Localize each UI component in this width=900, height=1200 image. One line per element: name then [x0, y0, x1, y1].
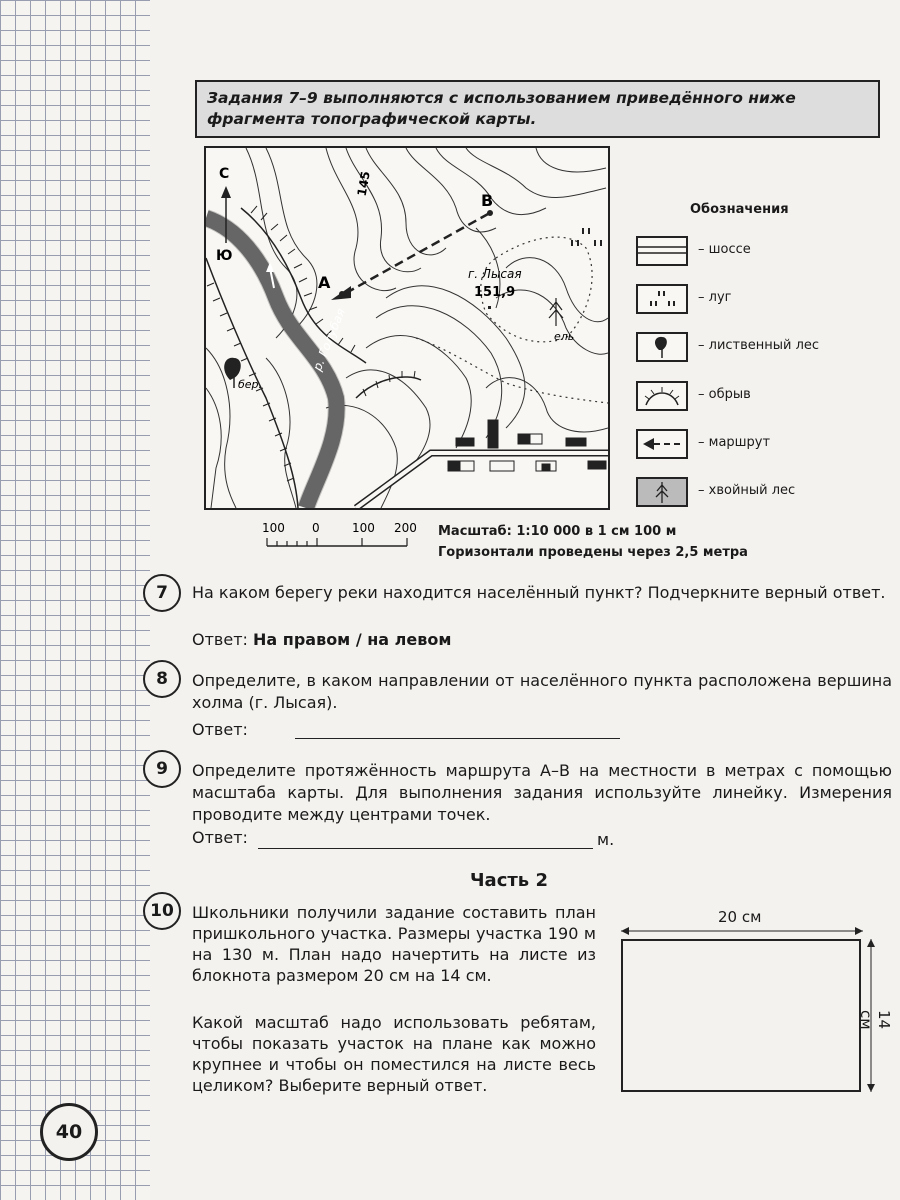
graph-paper-margin: [0, 0, 150, 1200]
legend-label-coniferous: – хвойный лес: [698, 483, 796, 498]
scale-bar: [262, 520, 432, 556]
question-number-8: 8: [143, 660, 181, 698]
question-number-9: 9: [143, 750, 181, 788]
topographic-map: [204, 146, 610, 510]
birch-label: бер.: [238, 378, 263, 391]
legend-label-deciduous: – лиственный лес: [698, 338, 820, 353]
compass-south-label: Ю: [216, 248, 233, 264]
sheet-width-arrow: [619, 925, 865, 937]
question-9-answer-label: Ответ:: [192, 828, 248, 847]
highway-icon: [636, 236, 688, 266]
hill-height-label: 151,9: [474, 285, 516, 300]
river-label: р. Голубая: [310, 306, 348, 373]
answer-label: Ответ:: [192, 630, 248, 649]
point-b-label: B: [481, 191, 494, 210]
legend-label-highway: – шоссе: [698, 242, 751, 257]
contour-label: 145: [354, 170, 373, 198]
question-9-text: Определите протяжённость маршрута А–В на местности в метрах с помощью масштаба карты. Для выполнения задания используйте линейку. Измерения проводите между центрами точек.: [192, 761, 892, 824]
deciduous-forest-icon: [636, 332, 688, 362]
question-7-answer: [192, 630, 451, 649]
spruce-label: ель: [554, 330, 575, 343]
question-9-answer-line[interactable]: [258, 848, 593, 849]
question-9-unit: м.: [597, 830, 615, 849]
meadow-icon: [636, 284, 688, 314]
answer-options[interactable]: На правом / на левом: [253, 630, 452, 649]
part-2-heading: Часть 2: [470, 870, 548, 891]
question-7-text: На каком берегу реки находится населённый пункт? Подчеркните верный ответ.: [192, 583, 886, 602]
hill-name-label: г. Лысая: [468, 267, 522, 281]
task-header: Задания 7–9 выполняются с использованием приведённого ниже фрагмента топографической карты.: [195, 80, 880, 138]
question-8-text: Определите, в каком направлении от населённого пункта расположена вершина холма (г. Лысая).: [192, 671, 892, 712]
notebook-sheet: [621, 939, 861, 1092]
page-number: 40: [40, 1103, 98, 1161]
legend-label-cliff: – обрыв: [698, 387, 751, 402]
contour-interval-text: Горизонтали проведены через 2,5 метра: [438, 545, 748, 560]
legend-label-meadow: – луг: [698, 290, 732, 305]
sheet-width-label: 20 см: [718, 908, 762, 926]
scale-tick-label: 100: [262, 521, 285, 535]
cliff-icon: [636, 381, 688, 411]
point-a-label: A: [318, 273, 331, 292]
question-8-answer-label: Ответ:: [192, 720, 248, 739]
question-number-10: 10: [143, 892, 181, 930]
question-8-answer-line[interactable]: [295, 738, 620, 739]
compass-north-label: С: [219, 166, 230, 182]
question-10-text-2: Какой масштаб надо использовать ребятам, чтобы показать участок на плане как можно крупнее и чтобы он поместился на листе весь целиком? Выберите верный ответ.: [192, 1013, 596, 1095]
route-icon: [636, 429, 688, 459]
legend-title: Обозначения: [690, 202, 789, 217]
coniferous-forest-icon: [636, 477, 688, 507]
sheet-height-label: 14 см: [857, 1010, 893, 1030]
map-labels: [206, 148, 608, 508]
legend-label-route: – маршрут: [698, 435, 771, 450]
scale-text: Масштаб: 1:10 000 в 1 см 100 м: [438, 524, 677, 539]
scale-tick-label: 200: [394, 521, 417, 535]
question-10-text-1: Школьники получили задание составить план пришкольного участка. Размеры участка 190 м на 130 м. План надо начертить на листе из блокнота размером 20 см на 14 см.: [192, 903, 596, 985]
question-number-7: 7: [143, 574, 181, 612]
scale-tick-label: 100: [352, 521, 375, 535]
scale-tick-label: 0: [312, 521, 320, 535]
